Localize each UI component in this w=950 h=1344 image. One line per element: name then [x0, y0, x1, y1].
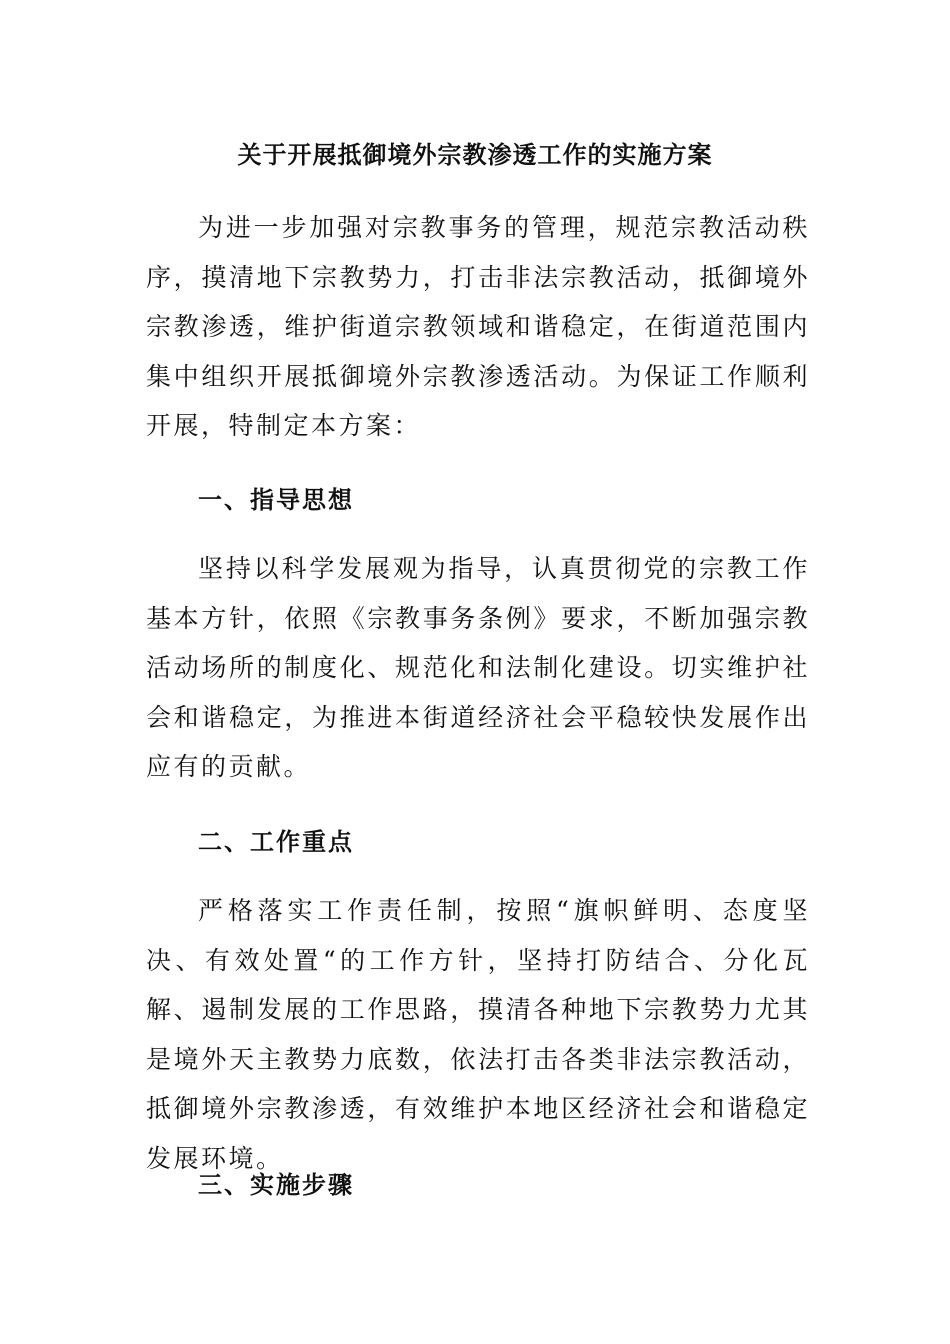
intro-paragraph: 为进一步加强对宗教事务的管理，规范宗教活动秩序，摸清地下宗教势力，打击非法宗教活动，抵御境外宗教渗透，维护街道宗教领域和谐稳定，在街道范围内集中组织开展抵御境外宗教渗透活动。为保证工作顺利开展，特制定本方案：: [146, 213, 810, 440]
document-title: 关于开展抵御境外宗教渗透工作的实施方案: [237, 140, 713, 169]
section-body-guiding-ideology: 坚持以科学发展观为指导，认真贯彻党的宗教工作基本方针，依照《宗教事务条例》要求，不断加强宗教活动场所的制度化、规范化和法制化建设。切实维护社会和谐稳定，为推进本街道经济社会平稳较快发展作出应有的贡献。: [146, 554, 810, 781]
section-heading-guiding-ideology: 一、指导思想: [198, 485, 354, 514]
section-body-work-focus: 严格落实工作责任制，按照“旗帜鲜明、态度坚决、有效处置“的工作方针，坚持打防结合、分化瓦解、遏制发展的工作思路，摸清各种地下宗教势力尤其是境外天主教势力底数，依法打击各类非法宗教活动，抵御境外宗教渗透，有效维护本地区经济社会和谐稳定发展环境。: [146, 896, 810, 1173]
section-heading-work-focus: 二、工作重点: [198, 827, 354, 856]
section-heading-implementation-steps: 三、实施步骤: [198, 1170, 354, 1199]
